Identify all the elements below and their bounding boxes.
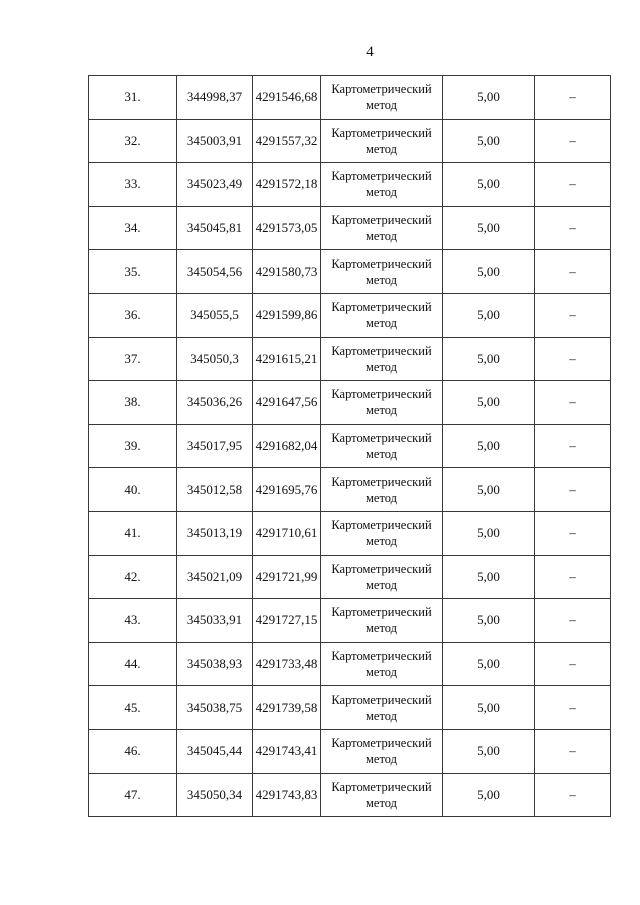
y-coordinate-cell: 4291695,76 — [253, 468, 321, 512]
y-coordinate-cell: 4291546,68 — [253, 76, 321, 120]
point-number-cell: 44. — [89, 642, 177, 686]
method-line-2: метод — [365, 447, 397, 462]
x-coordinate-cell: 345003,91 — [177, 119, 253, 163]
note-cell: – — [535, 511, 611, 555]
method-line-1: Картометрический — [331, 649, 432, 664]
table-row — [89, 250, 611, 294]
method-cell — [321, 599, 443, 643]
method-line-1: Картометрический — [331, 736, 432, 751]
table-row — [89, 424, 611, 468]
x-coordinate-cell: 345036,26 — [177, 381, 253, 425]
method-line-2: метод — [365, 403, 397, 418]
y-coordinate-cell: 4291557,32 — [253, 119, 321, 163]
table-row — [89, 729, 611, 773]
method-line-2: метод — [365, 359, 397, 374]
x-coordinate-cell: 345017,95 — [177, 424, 253, 468]
accuracy-cell: 5,00 — [443, 76, 535, 120]
method-line-1: Картометрический — [331, 561, 432, 576]
x-coordinate-cell: 345038,93 — [177, 642, 253, 686]
y-coordinate-cell: 4291733,48 — [253, 642, 321, 686]
y-coordinate-cell: 4291721,99 — [253, 555, 321, 599]
method-line-1: Картометрический — [331, 82, 432, 97]
accuracy-cell: 5,00 — [443, 250, 535, 294]
y-coordinate-cell: 4291572,18 — [253, 163, 321, 207]
method-cell — [321, 163, 443, 207]
table-row — [89, 381, 611, 425]
accuracy-cell: 5,00 — [443, 642, 535, 686]
note-cell: – — [535, 686, 611, 730]
method-cell — [321, 468, 443, 512]
method-cell — [321, 511, 443, 555]
accuracy-cell: 5,00 — [443, 468, 535, 512]
method-cell — [321, 119, 443, 163]
method-line-2: метод — [365, 98, 397, 113]
table-row — [89, 76, 611, 120]
method-line-1: Картометрический — [331, 431, 432, 446]
method-line-1: Картометрический — [331, 300, 432, 315]
y-coordinate-cell: 4291743,41 — [253, 729, 321, 773]
point-number-cell: 37. — [89, 337, 177, 381]
accuracy-cell: 5,00 — [443, 599, 535, 643]
point-number-cell: 45. — [89, 686, 177, 730]
accuracy-cell: 5,00 — [443, 119, 535, 163]
method-line-2: метод — [365, 490, 397, 505]
method-line-2: метод — [365, 272, 397, 287]
table-row — [89, 555, 611, 599]
y-coordinate-cell: 4291615,21 — [253, 337, 321, 381]
table-row — [89, 511, 611, 555]
method-line-2: метод — [365, 621, 397, 636]
method-line-1: Картометрический — [331, 779, 432, 794]
method-line-1: Картометрический — [331, 605, 432, 620]
table-row — [89, 468, 611, 512]
note-cell: – — [535, 599, 611, 643]
point-number-cell: 35. — [89, 250, 177, 294]
point-number-cell: 42. — [89, 555, 177, 599]
method-line-2: метод — [365, 795, 397, 810]
x-coordinate-cell: 345012,58 — [177, 468, 253, 512]
x-coordinate-cell: 345050,34 — [177, 773, 253, 817]
page-number: 4 — [366, 44, 374, 60]
point-number-cell: 33. — [89, 163, 177, 207]
x-coordinate-cell: 345023,49 — [177, 163, 253, 207]
y-coordinate-cell: 4291727,15 — [253, 599, 321, 643]
method-line-2: метод — [365, 752, 397, 767]
y-coordinate-cell: 4291580,73 — [253, 250, 321, 294]
accuracy-cell: 5,00 — [443, 686, 535, 730]
method-line-2: метод — [365, 708, 397, 723]
table-row — [89, 599, 611, 643]
x-coordinate-cell: 345045,44 — [177, 729, 253, 773]
point-number-cell: 41. — [89, 511, 177, 555]
method-cell — [321, 729, 443, 773]
note-cell: – — [535, 555, 611, 599]
y-coordinate-cell: 4291647,56 — [253, 381, 321, 425]
method-line-1: Картометрический — [331, 518, 432, 533]
method-line-2: метод — [365, 185, 397, 200]
method-line-2: метод — [365, 316, 397, 331]
point-number-cell: 47. — [89, 773, 177, 817]
method-line-1: Картометрический — [331, 169, 432, 184]
y-coordinate-cell: 4291599,86 — [253, 293, 321, 337]
method-line-2: метод — [365, 534, 397, 549]
method-line-1: Картометрический — [331, 343, 432, 358]
note-cell: – — [535, 163, 611, 207]
note-cell: – — [535, 337, 611, 381]
method-cell — [321, 686, 443, 730]
table-row — [89, 642, 611, 686]
method-line-1: Картометрический — [331, 213, 432, 228]
table-row — [89, 206, 611, 250]
y-coordinate-cell: 4291573,05 — [253, 206, 321, 250]
method-line-2: метод — [365, 141, 397, 156]
point-number-cell: 34. — [89, 206, 177, 250]
x-coordinate-cell: 345033,91 — [177, 599, 253, 643]
x-coordinate-cell: 345054,56 — [177, 250, 253, 294]
note-cell: – — [535, 250, 611, 294]
x-coordinate-cell: 345013,19 — [177, 511, 253, 555]
x-coordinate-cell: 345055,5 — [177, 293, 253, 337]
note-cell: – — [535, 293, 611, 337]
method-line-2: метод — [365, 577, 397, 592]
coordinates-table — [88, 75, 611, 817]
accuracy-cell: 5,00 — [443, 729, 535, 773]
method-cell — [321, 337, 443, 381]
accuracy-cell: 5,00 — [443, 511, 535, 555]
note-cell: – — [535, 76, 611, 120]
y-coordinate-cell: 4291743,83 — [253, 773, 321, 817]
method-cell — [321, 642, 443, 686]
accuracy-cell: 5,00 — [443, 381, 535, 425]
method-line-1: Картометрический — [331, 256, 432, 271]
accuracy-cell: 5,00 — [443, 773, 535, 817]
x-coordinate-cell: 345038,75 — [177, 686, 253, 730]
x-coordinate-cell: 345050,3 — [177, 337, 253, 381]
point-number-cell: 38. — [89, 381, 177, 425]
method-cell — [321, 773, 443, 817]
accuracy-cell: 5,00 — [443, 337, 535, 381]
method-cell — [321, 250, 443, 294]
x-coordinate-cell: 345045,81 — [177, 206, 253, 250]
accuracy-cell: 5,00 — [443, 555, 535, 599]
accuracy-cell: 5,00 — [443, 206, 535, 250]
point-number-cell: 39. — [89, 424, 177, 468]
note-cell: – — [535, 773, 611, 817]
note-cell: – — [535, 424, 611, 468]
point-number-cell: 32. — [89, 119, 177, 163]
accuracy-cell: 5,00 — [443, 293, 535, 337]
note-cell: – — [535, 729, 611, 773]
x-coordinate-cell: 345021,09 — [177, 555, 253, 599]
point-number-cell: 31. — [89, 76, 177, 120]
x-coordinate-cell: 344998,37 — [177, 76, 253, 120]
table-row — [89, 773, 611, 817]
point-number-cell: 46. — [89, 729, 177, 773]
method-line-2: метод — [365, 229, 397, 244]
note-cell: – — [535, 381, 611, 425]
table-row — [89, 119, 611, 163]
y-coordinate-cell: 4291739,58 — [253, 686, 321, 730]
method-line-2: метод — [365, 665, 397, 680]
method-cell — [321, 293, 443, 337]
point-number-cell: 40. — [89, 468, 177, 512]
method-cell — [321, 381, 443, 425]
method-line-1: Картометрический — [331, 474, 432, 489]
method-cell — [321, 76, 443, 120]
point-number-cell: 36. — [89, 293, 177, 337]
table-row — [89, 337, 611, 381]
method-line-1: Картометрический — [331, 387, 432, 402]
note-cell: – — [535, 206, 611, 250]
y-coordinate-cell: 4291682,04 — [253, 424, 321, 468]
method-cell — [321, 555, 443, 599]
table-row — [89, 293, 611, 337]
method-cell — [321, 424, 443, 468]
table-row — [89, 686, 611, 730]
table-row — [89, 163, 611, 207]
y-coordinate-cell: 4291710,61 — [253, 511, 321, 555]
coordinates-table-body — [89, 76, 611, 817]
accuracy-cell: 5,00 — [443, 163, 535, 207]
point-number-cell: 43. — [89, 599, 177, 643]
method-line-1: Картометрический — [331, 692, 432, 707]
method-line-1: Картометрический — [331, 125, 432, 140]
note-cell: – — [535, 468, 611, 512]
note-cell: – — [535, 642, 611, 686]
note-cell: – — [535, 119, 611, 163]
accuracy-cell: 5,00 — [443, 424, 535, 468]
method-cell — [321, 206, 443, 250]
